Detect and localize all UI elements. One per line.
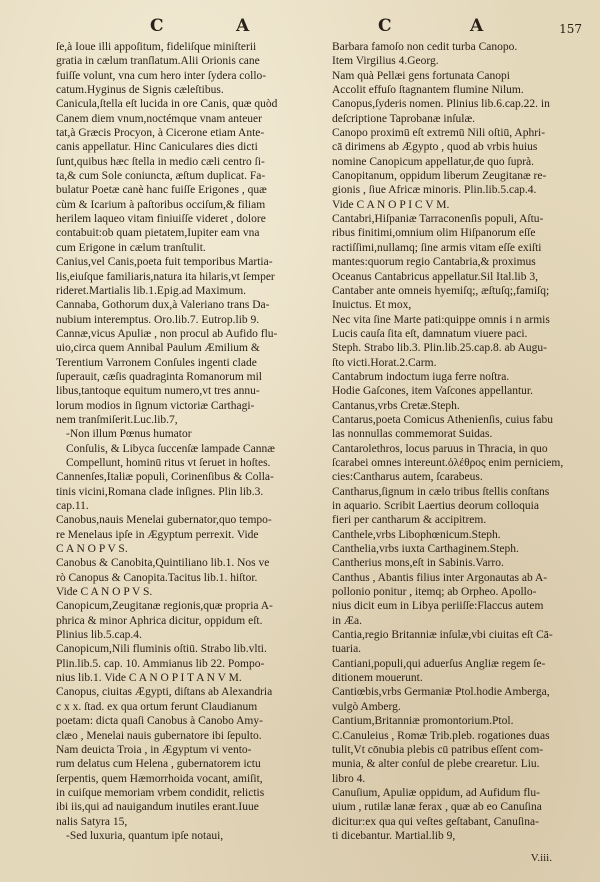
signature-mark: V.iii. [530, 852, 552, 864]
text-line: libus,tantoque equitum numero,vt tres annu- [56, 385, 260, 398]
text-line: C A N O P V S. [56, 543, 128, 556]
text-line: Accolit effuſo ſtagnantem flumine Nilum. [332, 84, 524, 97]
text-line: re Menelaus ipſe in Ægyptum perrexit. Vide [56, 528, 259, 541]
text-line: C.Canuleius , Romæ Trib.pleb. rogationes duas [332, 729, 550, 742]
text-line: Lucis cauſa ſita eſt, damnatum viuere paci. [332, 327, 528, 340]
text-line: Cantia,regio Britanniæ inſulæ,vbi ciuitas eſt Cā- [332, 629, 553, 642]
text-line: Cantium,Britanniæ promontorium.Ptol. [332, 715, 514, 728]
text-line: ſto victi.Horat.2.Carm. [332, 356, 437, 369]
header-letter-right-2: A [470, 16, 485, 36]
text-line: Cannaba, Gothorum dux,à Valeriano trans Da- [56, 299, 270, 312]
text-line: Cantherius mons,eſt in Sabinis.Varro. [332, 557, 504, 570]
text-line: Nec vita ſine Marte pati:quippe omnis i n armis [332, 313, 550, 326]
text-line: Canopicum,Zeugitanæ regionis,quæ propria A- [56, 600, 273, 613]
text-line: lorum modios in ſignum victoriæ Carthagi- [56, 399, 255, 412]
text-line: Steph. Strabo lib.3. Plin.lib.25.cap.8. ab Augu- [332, 342, 547, 355]
text-line: Canem diem vnum,noctémque vnam anteuer [56, 112, 262, 125]
text-line: contabuit:ob quam pietatem,Iupiter eam vna [56, 227, 260, 240]
text-line: gionis , ſiue Africæ minoris. Plin.lib.5.cap.4. [332, 184, 537, 197]
text-line: phrica & minor Aphrica dicitur, oppidum eſt. [56, 614, 263, 627]
text-line: Canthelia,vrbs iuxta Carthaginem.Steph. [332, 543, 519, 556]
text-line: canis appellatur. Hinc Caniculares dies dicti [56, 141, 258, 154]
text-line: rò Canopus & Canopita.Tacitus lib.1. hiſtor. [56, 571, 258, 584]
text-line: Canicula,ſtella eſt lucida in ore Canis, quæ quòd [56, 98, 278, 111]
text-line: cies:Cantharus autem, ſcarabeus. [332, 471, 483, 484]
text-line: Cantarus,poeta Comicus Athenienſis, cuius fabu [332, 413, 554, 426]
text-line: ribus finitimi,omnium olim Hiſpanorum eſſe [332, 227, 536, 240]
text-line: lis,eiuſque familiaris,natura ita hilaris,vt ſemper [56, 270, 275, 283]
text-line: ibi iis,qui ad nauigandum inutiles erant.Iuue [56, 801, 259, 814]
text-line: c x x. ſtad. ex qua ortum ferunt Claudianum [56, 700, 258, 713]
text-line: Terentium Varronem Conſules ingenti clade [56, 356, 257, 369]
text-line: uio,circa quem Annibal Paulum Æmilium & [56, 342, 260, 355]
text-line: nubium interemptus. Oro.lib.7. Eutrop.lib 9. [56, 313, 260, 326]
text-line: ſe,à Ioue illi appoſitum, fideliſque miniſterii [56, 41, 257, 53]
text-line: Vide C A N O P V S. [56, 586, 153, 599]
text-line: nius dicit eum in Libya periiſſe:Flaccus autem [332, 600, 544, 613]
text-line: las nonnullas commemorat Suidas. [332, 428, 493, 441]
text-line: Canopus,ſyderis nomen. Plinius lib.6.cap.22. in [332, 98, 550, 111]
text-line: Inuictus. Et mox, [332, 299, 412, 312]
text-line: tinis vicini,Romana clade inſignes. Plin lib.3. [56, 485, 264, 498]
text-line: munia, & alter conſul de plebe crearetur. Liu. [332, 758, 540, 771]
text-line: in Æa. [332, 614, 363, 627]
text-line: vulgò Amberg. [332, 700, 401, 713]
text-line: ractiſſimi,nullamq; ſine armis vitam eſſe exiſti [332, 241, 542, 254]
text-line: rideret.Martialis lib.1.Epig.ad Maximum. [56, 284, 247, 297]
text-line: Canopicum,Nili fluminis oſtiū. Strabo lib.vlti. [56, 643, 267, 656]
text-line: uium , rutilæ lanæ ferax , quæ ab eo Canuſina [332, 801, 542, 814]
text-line: Nam deuicta Troia , in Ægyptum vi vento- [56, 743, 252, 756]
text-line: tuaria. [332, 643, 362, 656]
text-line: clæo , Menelai nauis gubernatore ibi ſepulto. [56, 729, 262, 742]
text-line: Canthus , Abantis filius inter Argonautas ab A- [332, 571, 548, 584]
text-line: nius lib.1. Vide C A N O P I T A N V M. [56, 672, 242, 685]
text-line: Cantiani,populi,qui aduerſus Angliæ regem ſe- [332, 657, 546, 670]
text-line: -Sed luxuria, quantum ipſe notaui, [66, 829, 224, 842]
text-line: Canobus & Canobita,Quintiliano lib.1. Nos ve [56, 557, 270, 570]
text-line: herilem laqueo vitam finiuiſſe videret , dolore [56, 213, 266, 226]
text-line: cap.11. [56, 500, 89, 512]
text-line: catum.Hyginus de Signis cæleſtibus. [56, 84, 224, 97]
text-line: Compellunt, hominū ritus vt ſeruet in hoſtes. [66, 456, 271, 469]
text-line: Canopo proximū eſt extremū Nili oſtiū, Aphri- [332, 127, 546, 140]
text-line: Plinius lib.5.cap.4. [56, 629, 142, 642]
text-line: Vide C A N O P I C V M. [332, 198, 450, 211]
text-line: cā dirimens ab Ægypto , quod ab vrbis huius [332, 141, 538, 154]
page-number: 157 [559, 22, 582, 36]
text-line: Hodie Gaſcones, item Vaſcones appellantur. [332, 385, 533, 398]
running-header [0, 10, 600, 40]
text-line: Cantiœbis,vrbs Germaniæ Ptol.hodie Amberga, [332, 686, 550, 699]
text-line: bulatur Poetæ canè hanc fuiſſe Erigones , quæ [56, 184, 267, 197]
text-line: dicitur:ex qua qui veſtes geſtabant, Canuſina- [332, 815, 539, 828]
text-line: tulit,Vt cōnubia plebis cū patribus eſſent com- [332, 743, 544, 756]
text-line: Barbara famoſo non cedit turba Canopo. [332, 41, 518, 53]
text-line: ta,& cum Sole coniuncta, æſtum duplicat. Fa- [56, 170, 266, 183]
text-line: nalis Satyra 15, [56, 815, 128, 828]
text-line: libro 4. [332, 772, 366, 785]
text-line: in cuiſque memoriam vrbem condidit, relictis [56, 786, 265, 799]
left-column [56, 40, 322, 843]
text-line: Cannæ,vicus Apuliæ , non procul ab Aufido flu- [56, 327, 278, 340]
text-line: fieri per cantharum & accipitrem. [332, 514, 487, 527]
text-line: gratia in cælum tranſlatum.Alii Orionis cane [56, 55, 260, 68]
text-line: cùm & Icarium à paſtoribus occiſum,& filiam [56, 198, 266, 211]
text-line: ſunt,quibus hæc ſtella in medio cæli centro ſi- [56, 155, 265, 168]
text-line: nem tranſmiſerit.Luc.lib.7, [56, 413, 178, 426]
text-line: Item Virgilius 4.Georg. [332, 55, 439, 68]
header-letter-left-1: C [150, 16, 165, 36]
right-column [332, 40, 588, 843]
text-line: Canthele,vrbs Libophœnicum.Steph. [332, 528, 501, 541]
text-line: in aquario. Scribit Laertius deorum colloquia [332, 500, 539, 512]
text-line: ſcarabei omnes intereunt.ὀλέθρος enim perniciem, [332, 456, 564, 469]
text-line: Canuſium, Apuliæ oppidum, ad Aufidum flu- [332, 786, 540, 799]
text-line: poetam: dicta quaſi Canobus à Canobo Amy- [56, 715, 263, 728]
text-line: Canopitanum, oppidum liberum Zeugitanæ re- [332, 170, 547, 183]
text-line: Nam quà Pellæi gens fortunata Canopi [332, 69, 510, 82]
header-letter-left-2: A [236, 16, 251, 36]
text-line: Canopus, ciuitas Ægypti, diſtans ab Alexandria [56, 686, 273, 699]
header-letter-right-1: C [378, 16, 393, 36]
text-line: Cantabri,Hiſpaniæ Tarraconenſis populi, Aſtu- [332, 213, 544, 226]
text-line: Cannenſes,Italiæ populi, Corinenſibus & Colla- [56, 471, 274, 484]
text-line: -Non illum Pœnus humator [66, 428, 192, 441]
text-line: Cantaber ante omneis hyemiſq;, æſtuſq;,famiſq; [332, 284, 550, 297]
text-line: ditionem mouerunt. [332, 672, 423, 685]
text-line: Canius,vel Canis,poeta fuit temporibus Martia- [56, 256, 273, 269]
text-line: pollonio ponitur , itemq; ab Orpheo. Apollo- [332, 586, 537, 599]
text-line: mantes:quorum regio Cantabria,& proximus [332, 256, 536, 269]
text-line: ſuperauit, cæſis quadraginta Romanorum mil [56, 370, 263, 383]
text-line: Plin.lib.5. cap. 10. Ammianus lib 22. Pompo- [56, 657, 265, 670]
text-line: Conſulis, & Libyca ſuccenſæ lampade Cannæ [66, 442, 275, 455]
text-line: rum delatus cum Helena , gubernatorem ictu [56, 758, 261, 771]
text-line: ti dicebantur. Martial.lib 9, [332, 829, 456, 842]
text-line: Cantabrum indoctum iuga ferre noſtra. [332, 370, 510, 383]
text-line: Cantanus,vrbs Cretæ.Steph. [332, 399, 460, 412]
text-line: deſcriptione Taprobanæ inſulæ. [332, 112, 476, 125]
text-line: Cantharus,ſignum in cælo tribus ſtellis conſtans [332, 485, 550, 498]
text-line: ſerpentis, quem Hæmorrhoida vocant, amiſit, [56, 772, 263, 785]
text-line: cum Erigone in cælum tranſtulit. [56, 241, 206, 254]
text-line: Oceanus Cantabricus appellatur.Sil Ital.lib 3, [332, 270, 538, 283]
text-line: nomine Canopicum appellatur,de quo ſuprà. [332, 155, 535, 168]
text-line: fuiſſe volunt, vna cum hero inter ſydera collo- [56, 69, 267, 82]
text-line: Cantarolethros, locus paruus in Thracia, in quo [332, 442, 548, 455]
text-line: Canobus,nauis Menelai gubernator,quo tempo- [56, 514, 272, 527]
text-line: tat,à Græcis Procyon, à Cicerone etiam Ante- [56, 127, 265, 140]
